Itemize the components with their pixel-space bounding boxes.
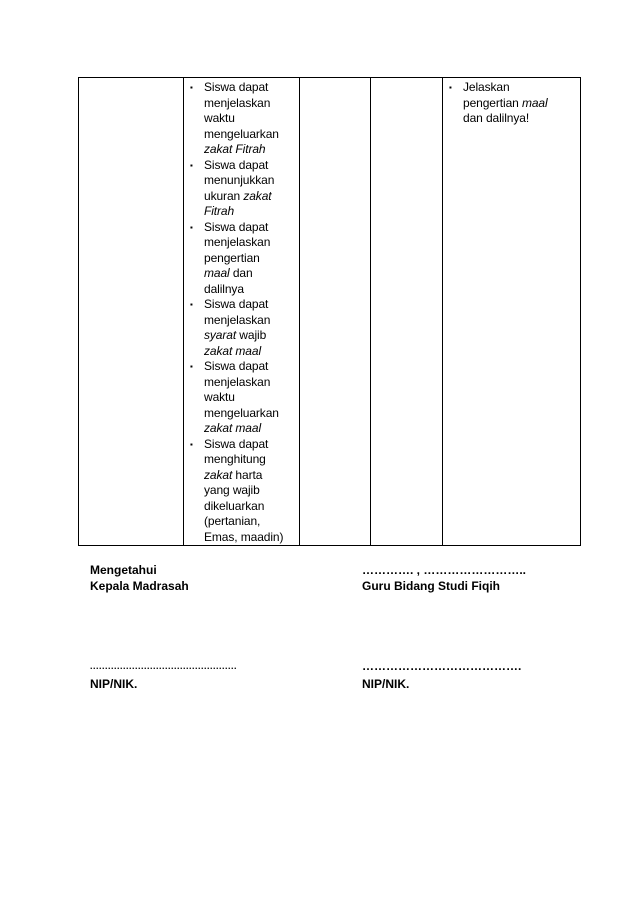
indicator-line: ukuran zakat <box>204 188 272 203</box>
indicator-line: menjelaskan <box>204 235 271 249</box>
signature-left-nip: NIP/NIK. <box>90 677 138 691</box>
indicator-line: zakat maal <box>204 421 262 435</box>
bullet-icon: ▪ <box>190 222 193 232</box>
indicator-line: menunjukkan <box>204 173 275 187</box>
signature-left-dots: ................................................. <box>90 661 238 671</box>
indicator-line: waktu <box>204 111 235 125</box>
indicator-line: Siswa dapat <box>204 297 269 311</box>
indicator-line: zakat Fitrah <box>204 142 266 156</box>
indicator-item <box>186 220 297 298</box>
signature-right-line2: Guru Bidang Studi Fiqih <box>362 579 500 593</box>
indicator-line: Siswa dapat <box>204 80 269 94</box>
question-list <box>443 78 580 127</box>
indicator-line: mengeluarkan <box>204 405 279 420</box>
indicator-line: Siswa dapat <box>204 436 269 451</box>
bullet-icon: ▪ <box>190 362 193 371</box>
indicator-line: Siswa dapat <box>204 157 269 172</box>
indicator-line: maal dan <box>204 266 253 280</box>
indicator-line: Siswa dapat <box>204 219 269 234</box>
signature-left-line1: Mengetahui <box>90 563 157 577</box>
indicator-line: zakat harta <box>204 467 263 482</box>
indicator-line: dikeluarkan <box>204 498 265 513</box>
indicator-line: waktu <box>204 390 235 404</box>
bullet-icon: ▪ <box>190 300 193 309</box>
indicator-item <box>186 80 297 158</box>
bullet-icon: ▪ <box>190 160 193 170</box>
indicator-line: Emas, maadin) <box>204 529 284 544</box>
indicator-item <box>186 158 297 220</box>
table-cell-1 <box>79 78 184 546</box>
indicator-line: menjelaskan <box>204 374 271 389</box>
question-line: pengertian maal <box>463 95 548 110</box>
indicator-line: Fitrah <box>204 204 235 218</box>
signature-right-dots: …………………………………. <box>362 659 522 673</box>
indicator-item <box>186 437 297 546</box>
indicator-line: zakat maal <box>204 343 262 358</box>
indicator-item <box>186 297 297 359</box>
signature-right-line1: …………. , …………………….. <box>362 563 527 577</box>
indicator-line: (pertanian, <box>204 514 261 528</box>
indicator-line: mengeluarkan <box>204 126 279 141</box>
question-line: dan dalilnya! <box>463 111 530 125</box>
lesson-plan-table <box>78 77 581 546</box>
table-row <box>79 78 581 546</box>
bullet-icon: ▪ <box>190 439 193 449</box>
indicator-item <box>186 359 297 437</box>
table-cell-4 <box>371 78 443 546</box>
indicator-line: menjelaskan <box>204 95 271 110</box>
indicator-line: yang wajib <box>204 483 260 497</box>
signature-right-nip: NIP/NIK. <box>362 677 410 691</box>
indicator-line: menjelaskan <box>204 312 271 327</box>
table-cell-questions <box>443 78 581 546</box>
signature-left-line2: Kepala Madrasah <box>90 579 189 593</box>
table-cell-3 <box>300 78 371 546</box>
indicator-list <box>184 78 299 545</box>
question-item <box>445 80 578 127</box>
indicator-line: syarat wajib <box>204 328 267 342</box>
table-cell-indicators <box>184 78 300 546</box>
bullet-icon: ▪ <box>190 83 193 92</box>
indicator-line: Siswa dapat <box>204 359 269 373</box>
indicator-line: pengertian <box>204 250 260 265</box>
indicator-line: dalilnya <box>204 281 244 296</box>
bullet-icon: ▪ <box>449 83 452 92</box>
question-line: Jelaskan <box>463 80 510 94</box>
indicator-line: menghitung <box>204 452 266 466</box>
